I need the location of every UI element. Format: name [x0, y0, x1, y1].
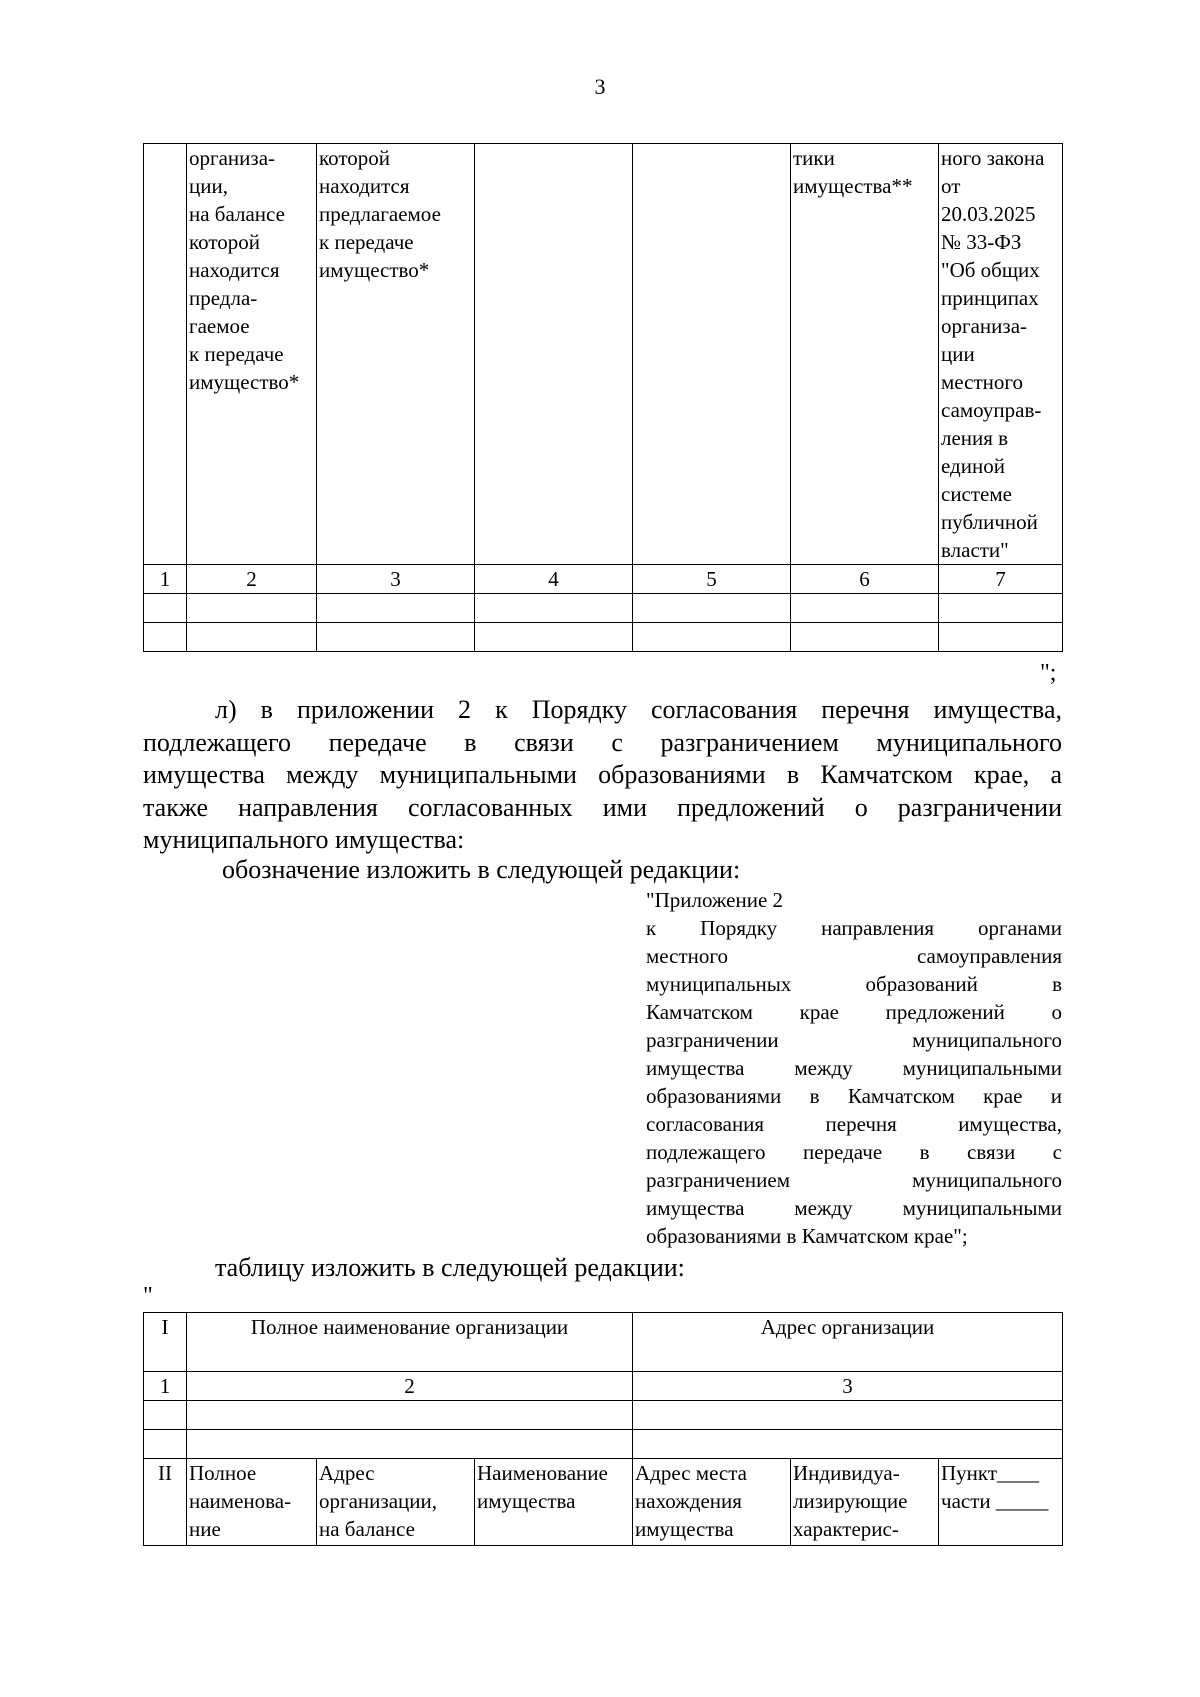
- table-instruction: таблицу изложить в следующей редакции:: [215, 1253, 685, 1282]
- column-number: 3: [633, 1372, 1063, 1401]
- empty-cell: [633, 1430, 1063, 1459]
- column-number: 1: [144, 1372, 187, 1401]
- empty-cell: [187, 1401, 633, 1430]
- column-number: 2: [187, 1372, 633, 1401]
- column-number: 2: [187, 565, 317, 594]
- appendix-line: образованиями в Камчатском крае и: [646, 1084, 1062, 1108]
- organization-name-header: Полное наименование организации: [187, 1313, 633, 1372]
- header-cell: Индивидуа- лизирующие характерис-: [791, 1459, 939, 1546]
- header-cell: Полное наименова- ние: [187, 1459, 317, 1546]
- empty-cell: [317, 594, 475, 623]
- continued-table: [143, 143, 1063, 652]
- empty-cell: [475, 623, 633, 652]
- empty-cell: [475, 594, 633, 623]
- header-cell-1: [144, 144, 187, 565]
- appendix-line: разграничением муниципального: [646, 1168, 1062, 1192]
- appendix-line: к Порядку направления органами: [646, 916, 1062, 940]
- empty-cell: [633, 1401, 1063, 1430]
- empty-row: [144, 1430, 1063, 1459]
- appendix-line: согласования перечня имущества,: [646, 1112, 1062, 1136]
- appendix-line: подлежащего передаче в связи с: [646, 1140, 1062, 1164]
- section-number: I: [144, 1313, 187, 1372]
- appendix-line: образованиями в Камчатском крае";: [646, 1224, 968, 1248]
- designation-instruction: обозначение изложить в следующей редакции:: [222, 855, 741, 884]
- empty-cell: [317, 623, 475, 652]
- empty-cell: [187, 594, 317, 623]
- appendix-heading: [646, 886, 1062, 1250]
- empty-cell: [633, 594, 791, 623]
- section-number: II: [144, 1459, 187, 1546]
- appendix-line: разграничении муниципального: [646, 1028, 1062, 1052]
- amendment-paragraph: [143, 694, 1062, 864]
- header-cell-6: тики имущества**: [791, 144, 939, 565]
- empty-cell: [791, 594, 939, 623]
- appendix-line: местного самоуправления: [646, 944, 1062, 968]
- table-header-row: [144, 144, 1063, 565]
- header-cell: Адрес организации, на балансе: [317, 1459, 475, 1546]
- paragraph-line: подлежащего передаче в связи с разграничением муниципального: [143, 727, 1062, 757]
- appendix-line: муниципальных образований в: [646, 972, 1062, 996]
- paragraph-line: л) в приложении 2 к Порядку согласования перечня имущества,: [215, 695, 1062, 724]
- appendix-line: имущества между муниципальными: [646, 1056, 1062, 1080]
- column-number: 1: [144, 565, 187, 594]
- empty-cell: [633, 623, 791, 652]
- empty-row: [144, 1401, 1063, 1430]
- header-cell-2: организа- ции, на балансе которой находится предла- гаемое к передаче имущество*: [187, 144, 317, 565]
- empty-cell: [939, 623, 1063, 652]
- header-cell: Адрес места нахождения имущества: [633, 1459, 791, 1546]
- header-cell: Пункт____ части _____: [939, 1459, 1063, 1546]
- column-number: 3: [317, 565, 475, 594]
- header-cell-5: [633, 144, 791, 565]
- empty-cell: [187, 623, 317, 652]
- empty-cell: [939, 594, 1063, 623]
- empty-cell: [144, 623, 187, 652]
- empty-cell: [791, 623, 939, 652]
- section-one-header-row: [144, 1313, 1063, 1372]
- empty-row: [144, 623, 1063, 652]
- empty-cell: [144, 1430, 187, 1459]
- section-two-header-row: [144, 1459, 1063, 1546]
- column-number: 4: [475, 565, 633, 594]
- empty-row: [144, 594, 1063, 623]
- appendix-line: "Приложение 2: [646, 888, 784, 912]
- paragraph-line: также направления согласованных ими предложений о разграничении: [143, 792, 1062, 822]
- column-number: 6: [791, 565, 939, 594]
- column-number-row: [144, 565, 1063, 594]
- appendix-line: Камчатском крае предложений о: [646, 1000, 1062, 1024]
- column-number: 7: [939, 565, 1063, 594]
- paragraph-line: имущества между муниципальными образованиями в Камчатском крае, а: [143, 760, 1062, 789]
- header-cell-4: [475, 144, 633, 565]
- organization-address-header: Адрес организации: [633, 1313, 1063, 1372]
- header-cell: Наименование имущества: [475, 1459, 633, 1546]
- opening-quote: ": [143, 1283, 153, 1309]
- closing-quote: ";: [1040, 660, 1057, 686]
- appendix-line: имущества между муниципальными: [646, 1196, 1062, 1220]
- empty-cell: [144, 1401, 187, 1430]
- header-cell-3: которой находится предлагаемое к передаче имущество*: [317, 144, 475, 565]
- column-number-row: [144, 1372, 1063, 1401]
- column-number: 5: [633, 565, 791, 594]
- paragraph-line: муниципального имущества:: [143, 825, 465, 854]
- empty-cell: [187, 1430, 633, 1459]
- organization-table: [143, 1312, 1063, 1546]
- header-cell-7: ного закона от 20.03.2025 № 33-ФЗ "Об общих принципах организа- ции местного самоуправ- ления в единой системе публичной власти": [939, 144, 1063, 565]
- empty-cell: [144, 594, 187, 623]
- page-number: 3: [594, 74, 606, 99]
